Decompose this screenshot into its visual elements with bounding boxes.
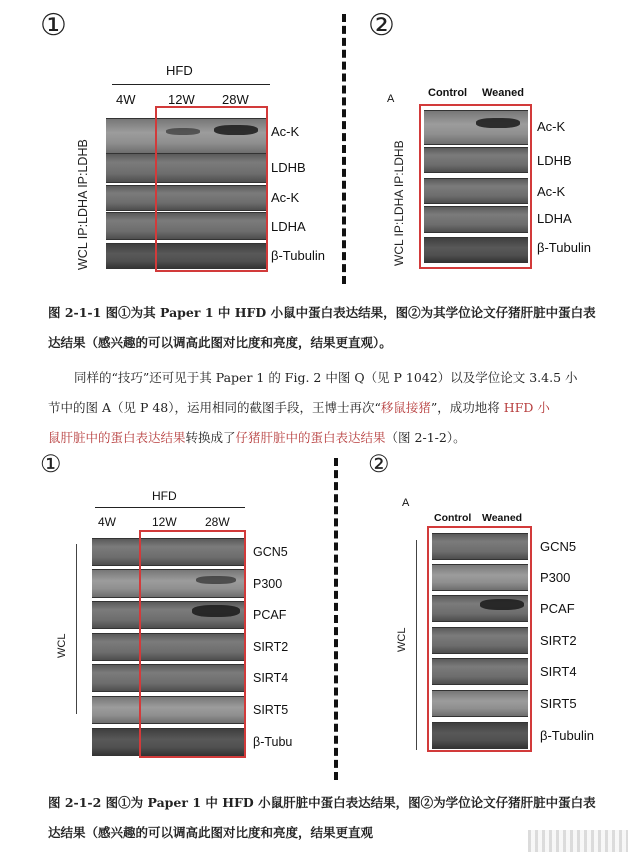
row-label: β-Tubu: [253, 735, 293, 749]
lane-label: 12W: [152, 515, 177, 529]
caption-line: 图 2-1-2 图①为 Paper 1 中 HFD 小鼠肝脏中蛋白表达结果，图②为学位论文仔猪肝脏中蛋白表: [48, 795, 596, 810]
row-label: LDHB: [271, 160, 306, 175]
figure-caption-1: [48, 298, 608, 358]
row-label: Ac-K: [271, 124, 300, 139]
row-label: SIRT2: [253, 640, 289, 654]
lane-label: 12W: [168, 92, 195, 107]
paragraph-line: [48, 393, 608, 423]
highlight-box: [419, 104, 532, 269]
bracket-line: [416, 540, 417, 750]
group-label: HFD: [152, 489, 177, 503]
row-label: β-Tubulin: [271, 248, 325, 263]
row-label: SIRT4: [253, 671, 289, 685]
row-label: Ac-K: [537, 119, 566, 134]
side-label: WCL IP:LDHA IP:LDHB: [76, 139, 90, 270]
row-label: GCN5: [253, 545, 288, 559]
lane-label: 4W: [116, 92, 136, 107]
lane-label: Weaned: [482, 87, 524, 99]
lane-label: Control: [434, 512, 472, 524]
side-label: WCL: [56, 633, 68, 658]
row-label: SIRT2: [540, 633, 577, 648]
row-label: LDHA: [271, 219, 306, 234]
row-label: Ac-K: [537, 184, 566, 199]
row-label: GCN5: [540, 539, 577, 554]
group-label: HFD: [166, 63, 193, 78]
highlight-text: 移鼠接猪: [380, 400, 431, 415]
figure-marker-2: ②: [368, 450, 390, 478]
text-span: （图 2-1-2）。: [385, 430, 466, 445]
lane-label: Control: [428, 87, 468, 99]
paragraph-line: 同样的“技巧”还可见于其 Paper 1 的 Fig. 2 中图 Q（见 P 1042）以及学位论文 3.4.5 小: [74, 370, 578, 385]
caption-line: 达结果（感兴趣的可以调高此图对比度和亮度，结果更直观）。: [48, 335, 392, 350]
side-label: WCL: [396, 627, 408, 652]
figure-marker-1: ①: [40, 8, 67, 43]
lane-label: 28W: [222, 92, 249, 107]
row-label: SIRT5: [253, 703, 289, 717]
row-label: β-Tubulin: [537, 240, 591, 255]
highlight-box: [155, 106, 268, 272]
lane-label: 4W: [98, 515, 116, 529]
panel-divider: [342, 14, 346, 284]
row-label: SIRT4: [540, 664, 577, 679]
row-label: P300: [540, 570, 571, 585]
paragraph-line: [48, 423, 608, 453]
lane-label: 28W: [205, 515, 230, 529]
group-bracket: [95, 507, 245, 508]
panel-letter: A: [387, 93, 395, 105]
row-label: β-Tubulin: [540, 728, 594, 743]
caption-line: 达结果（感兴趣的可以调高此图对比度和亮度，结果更直观: [48, 825, 374, 840]
body-paragraph: [48, 363, 608, 453]
row-label: LDHB: [537, 153, 572, 168]
side-label: WCL IP:LDHA IP:LDHB: [392, 140, 406, 266]
group-bracket: [112, 84, 270, 85]
row-label: P300: [253, 577, 283, 591]
highlight-box: [139, 530, 246, 758]
figure-marker-1: ①: [40, 450, 62, 478]
row-label: Ac-K: [271, 190, 300, 205]
text-span: ”，成功地将: [430, 400, 504, 415]
highlight-text: HFD 小: [503, 400, 550, 415]
caption-line: 图 2-1-1 图①为其 Paper 1 中 HFD 小鼠中蛋白表达结果，图②为其学位论文仔猪肝脏中蛋白表: [48, 305, 596, 320]
highlight-text: 仔猪肝脏中的蛋白表达结果: [235, 430, 386, 445]
panel-divider: [334, 458, 338, 780]
row-label: SIRT5: [540, 696, 577, 711]
text-span: 节中的图 A（见 P 48），运用相同的截图手段，王博士再次“: [48, 400, 381, 415]
figure-caption-2: [48, 788, 608, 848]
row-label: PCAF: [253, 608, 287, 622]
highlight-text: 鼠肝脏中的蛋白表达结果: [48, 430, 186, 445]
text-span: 转换成了: [185, 430, 236, 445]
highlight-box: [427, 526, 532, 752]
row-label: PCAF: [540, 601, 575, 616]
figure-marker-2: ②: [368, 8, 395, 43]
watermark: [528, 830, 628, 852]
row-label: LDHA: [537, 211, 572, 226]
bracket-line: [76, 544, 77, 714]
lane-label: Weaned: [482, 512, 523, 524]
panel-letter: A: [402, 497, 410, 509]
